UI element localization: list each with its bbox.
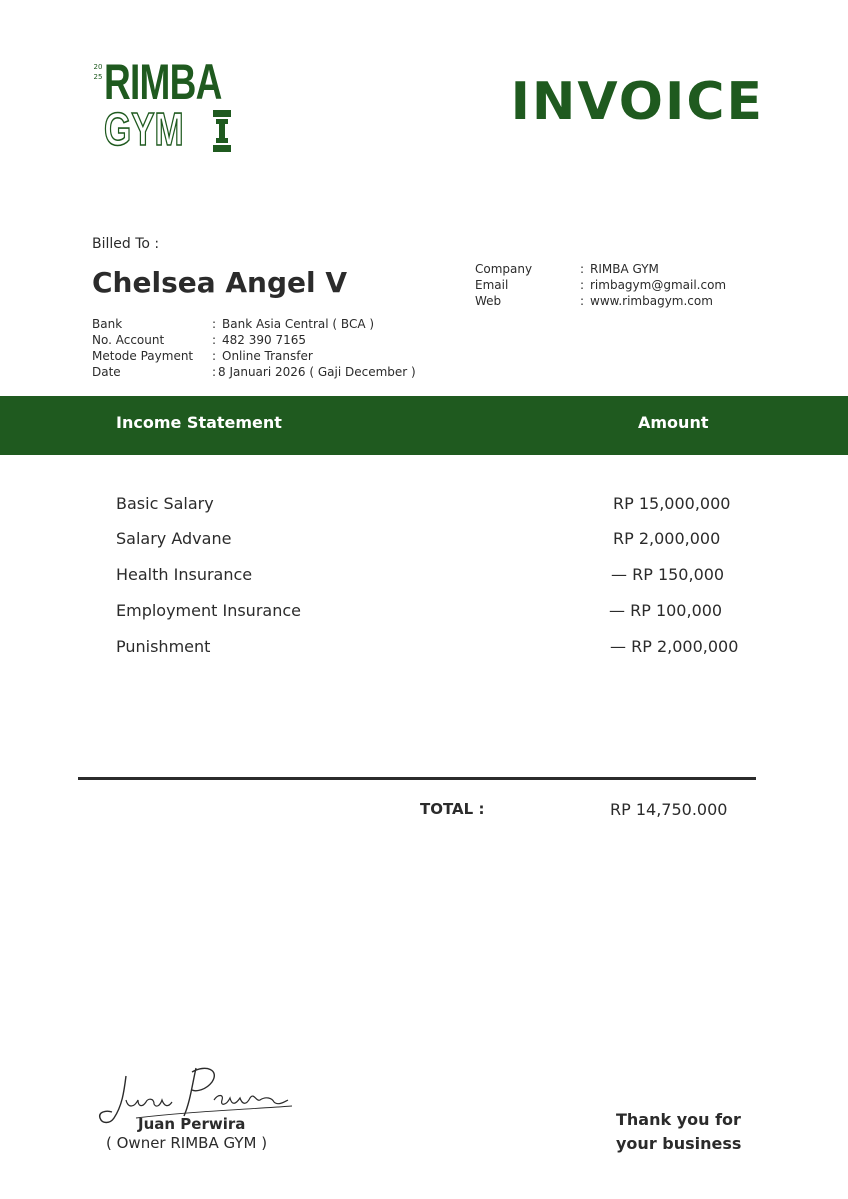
column-header-income: Income Statement — [116, 413, 282, 432]
line-item-amount: RP 15,000,000 — [613, 494, 731, 513]
line-item-label: Employment Insurance — [116, 601, 301, 620]
column-header-amount: Amount — [638, 413, 709, 432]
signer-title: ( Owner RIMBA GYM ) — [106, 1134, 268, 1152]
line-item-label: Salary Advane — [116, 529, 232, 548]
logo-year: 20 25 — [93, 63, 103, 81]
company-details — [475, 261, 726, 309]
billing-row-bank: Bank : Bank Asia Central ( BCA ) — [92, 317, 375, 331]
line-item-amount: — RP 100,000 — [609, 601, 723, 620]
billing-row-account: No. Account : 482 390 7165 — [92, 333, 306, 347]
company-row-web: Web : www.rimbagym.com — [475, 294, 713, 308]
invoice-title: INVOICE — [510, 72, 764, 132]
thank-you-note: Thank you for your business — [616, 1110, 742, 1153]
line-item-label: Punishment — [116, 637, 211, 656]
billed-to-label: Billed To : — [92, 236, 160, 252]
billing-details — [92, 316, 416, 380]
total-value: RP 14,750.000 — [610, 800, 728, 819]
line-item-label: Basic Salary — [116, 494, 214, 513]
billing-row-date: Date : 8 Januari 2026 ( Gaji December ) — [92, 365, 416, 379]
billing-row-payment-method: Metode Payment : Online Transfer — [92, 349, 313, 363]
signer-name: Juan Perwira — [138, 1115, 246, 1133]
company-row-email: Email : rimbagym@gmail.com — [475, 278, 727, 292]
line-item-amount: — RP 150,000 — [611, 565, 725, 584]
client-name: Chelsea Angel V — [92, 266, 348, 299]
dumbbell-icon — [210, 110, 234, 156]
line-item-label: Health Insurance — [116, 565, 253, 584]
line-item-amount: RP 2,000,000 — [613, 529, 721, 548]
company-row-name: Company : RIMBA GYM — [475, 262, 659, 276]
line-item-amount: — RP 2,000,000 — [610, 637, 739, 656]
total-divider — [78, 777, 756, 780]
total-label: TOTAL : — [420, 800, 485, 818]
logo-brand-rimba: RIMBA — [104, 54, 222, 110]
logo-brand-gym: GYM — [104, 103, 184, 155]
